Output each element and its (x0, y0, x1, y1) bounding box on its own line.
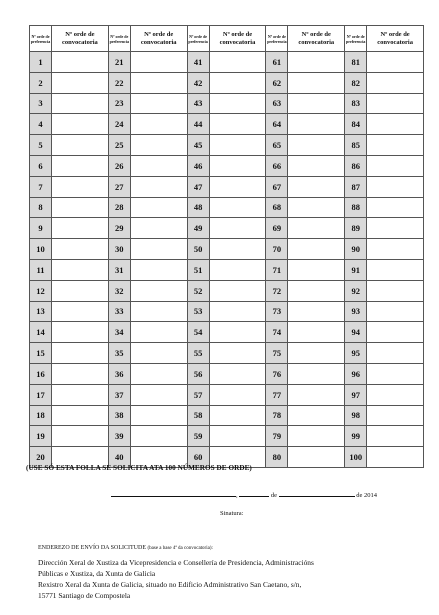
preference-number-cell: 15 (30, 343, 52, 364)
convocatoria-input-cell[interactable] (52, 405, 109, 426)
preference-number-cell: 14 (30, 322, 52, 343)
preference-number-cell: 46 (187, 155, 209, 176)
preference-number-cell: 5 (30, 135, 52, 156)
preference-number-cell: 73 (266, 301, 288, 322)
preference-number-cell: 62 (266, 72, 288, 93)
table-row (30, 218, 424, 239)
preference-number-cell: 56 (187, 363, 209, 384)
preference-number-cell: 61 (266, 52, 288, 73)
preference-number-cell: 47 (187, 176, 209, 197)
convocatoria-input-cell[interactable] (209, 93, 266, 114)
preference-number-cell: 2 (30, 72, 52, 93)
convocatoria-input-cell[interactable] (209, 72, 266, 93)
convocatoria-input-cell[interactable] (209, 301, 266, 322)
convocatoria-input-cell[interactable] (209, 343, 266, 364)
table-row (30, 155, 424, 176)
preference-number-cell: 24 (108, 114, 130, 135)
convocatoria-input-cell[interactable] (367, 155, 424, 176)
preference-number-cell: 95 (345, 343, 367, 364)
preference-number-cell: 68 (266, 197, 288, 218)
convocatoria-input-cell[interactable] (209, 114, 266, 135)
address-line-2: Públicas e Xustiza, da Xunta de Galicia (38, 569, 156, 578)
preference-number-cell: 98 (345, 405, 367, 426)
preference-number-cell: 96 (345, 363, 367, 384)
preference-number-cell: 91 (345, 259, 367, 280)
preference-number-cell: 63 (266, 93, 288, 114)
convocatoria-input-cell[interactable] (130, 239, 187, 260)
preference-number-cell: 69 (266, 218, 288, 239)
preference-number-cell: 25 (108, 135, 130, 156)
preference-number-cell: 72 (266, 280, 288, 301)
preference-number-cell: 12 (30, 280, 52, 301)
convocatoria-input-cell[interactable] (130, 72, 187, 93)
date-year: 2014 (364, 492, 378, 499)
convocatoria-input-cell[interactable] (367, 322, 424, 343)
convocatoria-input-cell[interactable] (52, 343, 109, 364)
preference-number-cell: 67 (266, 176, 288, 197)
preference-number-cell: 28 (108, 197, 130, 218)
month-field[interactable] (279, 490, 355, 497)
preference-number-cell: 84 (345, 114, 367, 135)
convocatoria-input-cell[interactable] (367, 218, 424, 239)
preference-number-cell: 33 (108, 301, 130, 322)
date-line (111, 490, 377, 499)
preference-number-cell: 51 (187, 259, 209, 280)
preference-number-cell: 29 (108, 218, 130, 239)
preference-number-cell: 4 (30, 114, 52, 135)
preference-number-cell: 36 (108, 363, 130, 384)
preference-number-cell: 20 (30, 447, 52, 468)
preference-number-cell: 43 (187, 93, 209, 114)
convocatoria-input-cell[interactable] (209, 405, 266, 426)
preference-number-cell: 88 (345, 197, 367, 218)
preference-number-cell: 45 (187, 135, 209, 156)
day-field[interactable] (239, 490, 269, 497)
convocatoria-input-cell[interactable] (288, 322, 345, 343)
convocatoria-input-cell[interactable] (209, 155, 266, 176)
convocatoria-input-cell[interactable] (52, 176, 109, 197)
preference-header: Nº orde de preferencia (345, 26, 367, 52)
preference-number-cell: 23 (108, 93, 130, 114)
preference-number-cell: 58 (187, 405, 209, 426)
convocatoria-input-cell[interactable] (288, 447, 345, 468)
table-row (30, 301, 424, 322)
convocatoria-input-cell[interactable] (367, 426, 424, 447)
table-body (30, 52, 424, 468)
convocatoria-input-cell[interactable] (367, 93, 424, 114)
preference-number-cell: 31 (108, 259, 130, 280)
preference-number-cell: 90 (345, 239, 367, 260)
preference-number-cell: 18 (30, 405, 52, 426)
preference-number-cell: 71 (266, 259, 288, 280)
preference-number-cell: 87 (345, 176, 367, 197)
table-row (30, 405, 424, 426)
convocatoria-input-cell[interactable] (367, 176, 424, 197)
preference-number-cell: 85 (345, 135, 367, 156)
table-row (30, 135, 424, 156)
address-line-1: Dirección Xeral de Xustiza da Vicepresidencia e Consellería de Presidencia, Administracións (38, 558, 314, 567)
convocatoria-input-cell[interactable] (52, 135, 109, 156)
table-row (30, 259, 424, 280)
convocatoria-input-cell[interactable] (130, 135, 187, 156)
convocatoria-input-cell[interactable] (209, 52, 266, 73)
preference-number-cell: 1 (30, 52, 52, 73)
convocatoria-input-cell[interactable] (130, 426, 187, 447)
convocatoria-input-cell[interactable] (130, 197, 187, 218)
preference-number-cell: 81 (345, 52, 367, 73)
convocatoria-header: Nº orde de convocatoria (130, 26, 187, 52)
convocatoria-input-cell[interactable] (52, 114, 109, 135)
convocatoria-header: Nº orde de convocatoria (288, 26, 345, 52)
table-header-row (30, 26, 424, 52)
preference-number-cell: 27 (108, 176, 130, 197)
convocatoria-input-cell[interactable] (367, 114, 424, 135)
preference-number-cell: 97 (345, 384, 367, 405)
preference-number-cell: 13 (30, 301, 52, 322)
convocatoria-input-cell[interactable] (130, 155, 187, 176)
preference-number-cell: 89 (345, 218, 367, 239)
preference-number-cell: 78 (266, 405, 288, 426)
preference-number-cell: 86 (345, 155, 367, 176)
convocatoria-header: Nº orde de convocatoria (367, 26, 424, 52)
table-row (30, 343, 424, 364)
convocatoria-input-cell[interactable] (52, 218, 109, 239)
convocatoria-input-cell[interactable] (367, 135, 424, 156)
preference-number-cell: 93 (345, 301, 367, 322)
convocatoria-input-cell[interactable] (288, 135, 345, 156)
preference-number-cell: 82 (345, 72, 367, 93)
address-heading-text: ENDEREZO DE ENVÍO DA SOLICITUDE (38, 545, 146, 551)
preference-number-cell: 99 (345, 426, 367, 447)
convocatoria-input-cell[interactable] (367, 239, 424, 260)
convocatoria-input-cell[interactable] (288, 301, 345, 322)
preference-number-cell: 22 (108, 72, 130, 93)
table-row (30, 363, 424, 384)
preference-number-cell: 59 (187, 426, 209, 447)
preference-header: Nº orde de preferencia (108, 26, 130, 52)
convocatoria-input-cell[interactable] (288, 52, 345, 73)
table-row (30, 384, 424, 405)
convocatoria-input-cell[interactable] (52, 155, 109, 176)
convocatoria-input-cell[interactable] (52, 52, 109, 73)
preference-number-cell: 11 (30, 259, 52, 280)
preference-number-cell: 42 (187, 72, 209, 93)
convocatoria-input-cell[interactable] (52, 197, 109, 218)
preference-number-cell: 66 (266, 155, 288, 176)
convocatoria-input-cell[interactable] (209, 197, 266, 218)
preference-number-cell: 77 (266, 384, 288, 405)
preference-number-cell: 44 (187, 114, 209, 135)
preference-number-cell: 55 (187, 343, 209, 364)
preference-number-cell: 79 (266, 426, 288, 447)
preference-number-cell: 3 (30, 93, 52, 114)
table-row (30, 280, 424, 301)
preference-header: Nº orde de preferencia (266, 26, 288, 52)
convocatoria-input-cell[interactable] (130, 176, 187, 197)
preference-number-cell: 40 (108, 447, 130, 468)
convocatoria-input-cell[interactable] (209, 135, 266, 156)
preference-number-cell: 65 (266, 135, 288, 156)
convocatoria-input-cell[interactable] (367, 52, 424, 73)
convocatoria-input-cell[interactable] (367, 259, 424, 280)
convocatoria-input-cell[interactable] (130, 301, 187, 322)
preference-number-cell: 10 (30, 239, 52, 260)
convocatoria-input-cell[interactable] (130, 363, 187, 384)
convocatoria-input-cell[interactable] (367, 343, 424, 364)
convocatoria-input-cell[interactable] (130, 343, 187, 364)
preference-number-cell: 70 (266, 239, 288, 260)
preference-number-cell: 21 (108, 52, 130, 73)
preference-number-cell: 38 (108, 405, 130, 426)
convocatoria-header: Nº orde de convocatoria (209, 26, 266, 52)
table-row (30, 322, 424, 343)
table-row (30, 72, 424, 93)
convocatoria-input-cell[interactable] (52, 239, 109, 260)
convocatoria-input-cell[interactable] (288, 114, 345, 135)
convocatoria-input-cell[interactable] (288, 176, 345, 197)
convocatoria-input-cell[interactable] (130, 218, 187, 239)
convocatoria-input-cell[interactable] (367, 301, 424, 322)
table-row (30, 93, 424, 114)
place-field[interactable] (111, 490, 236, 497)
convocatoria-input-cell[interactable] (52, 72, 109, 93)
preference-number-cell: 52 (187, 280, 209, 301)
preference-number-cell: 6 (30, 155, 52, 176)
convocatoria-input-cell[interactable] (130, 93, 187, 114)
preference-number-cell: 41 (187, 52, 209, 73)
convocatoria-input-cell[interactable] (288, 239, 345, 260)
convocatoria-input-cell[interactable] (288, 384, 345, 405)
convocatoria-input-cell[interactable] (130, 405, 187, 426)
preference-number-cell: 92 (345, 280, 367, 301)
convocatoria-input-cell[interactable] (130, 384, 187, 405)
convocatoria-input-cell[interactable] (52, 322, 109, 343)
preference-number-cell: 94 (345, 322, 367, 343)
preference-number-cell: 17 (30, 384, 52, 405)
preference-number-cell: 54 (187, 322, 209, 343)
convocatoria-input-cell[interactable] (367, 405, 424, 426)
convocatoria-input-cell[interactable] (367, 447, 424, 468)
date-comma: , (236, 492, 238, 499)
table-row (30, 426, 424, 447)
convocatoria-input-cell[interactable] (209, 239, 266, 260)
order-number-table (29, 25, 424, 468)
convocatoria-input-cell[interactable] (288, 426, 345, 447)
convocatoria-input-cell[interactable] (130, 322, 187, 343)
convocatoria-input-cell[interactable] (367, 363, 424, 384)
preference-number-cell: 83 (345, 93, 367, 114)
convocatoria-input-cell[interactable] (288, 93, 345, 114)
convocatoria-input-cell[interactable] (52, 259, 109, 280)
convocatoria-input-cell[interactable] (288, 72, 345, 93)
convocatoria-input-cell[interactable] (367, 280, 424, 301)
preference-number-cell: 26 (108, 155, 130, 176)
date-de-1: de (270, 492, 278, 499)
preference-number-cell: 34 (108, 322, 130, 343)
convocatoria-input-cell[interactable] (288, 218, 345, 239)
table-row (30, 114, 424, 135)
convocatoria-input-cell[interactable] (52, 384, 109, 405)
preference-number-cell: 19 (30, 426, 52, 447)
preference-number-cell: 35 (108, 343, 130, 364)
convocatoria-input-cell[interactable] (367, 197, 424, 218)
table-row (30, 52, 424, 73)
convocatoria-input-cell[interactable] (130, 114, 187, 135)
date-de-2: de (356, 492, 363, 499)
address-line-3: Rexistro Xeral da Xunta de Galicia, situado no Edificio Administrativo San Caetano, s/n, (38, 580, 302, 589)
preference-number-cell: 74 (266, 322, 288, 343)
preference-number-cell: 48 (187, 197, 209, 218)
convocatoria-input-cell[interactable] (52, 426, 109, 447)
preference-number-cell: 39 (108, 426, 130, 447)
convocatoria-input-cell[interactable] (130, 259, 187, 280)
table-row (30, 197, 424, 218)
convocatoria-input-cell[interactable] (209, 176, 266, 197)
address-block (38, 557, 424, 601)
preference-number-cell: 37 (108, 384, 130, 405)
preference-number-cell: 57 (187, 384, 209, 405)
preference-number-cell: 30 (108, 239, 130, 260)
convocatoria-input-cell[interactable] (209, 384, 266, 405)
signature-label: Sinatura: (220, 510, 244, 517)
convocatoria-header: Nº orde de convocatoria (52, 26, 109, 52)
table-row (30, 176, 424, 197)
convocatoria-input-cell[interactable] (288, 259, 345, 280)
convocatoria-input-cell[interactable] (288, 280, 345, 301)
preference-number-cell: 49 (187, 218, 209, 239)
convocatoria-input-cell[interactable] (367, 72, 424, 93)
preference-number-cell: 75 (266, 343, 288, 364)
convocatoria-input-cell[interactable] (288, 155, 345, 176)
convocatoria-input-cell[interactable] (52, 301, 109, 322)
convocatoria-input-cell[interactable] (288, 405, 345, 426)
convocatoria-input-cell[interactable] (52, 93, 109, 114)
address-line-4: 15771 Santiago de Compostela (38, 591, 131, 600)
convocatoria-input-cell[interactable] (209, 322, 266, 343)
preference-number-cell: 50 (187, 239, 209, 260)
preference-number-cell: 80 (266, 447, 288, 468)
preference-header: Nº orde de preferencia (187, 26, 209, 52)
convocatoria-input-cell[interactable] (209, 426, 266, 447)
preference-number-cell: 16 (30, 363, 52, 384)
convocatoria-input-cell[interactable] (52, 280, 109, 301)
preference-number-cell: 32 (108, 280, 130, 301)
preference-number-cell: 53 (187, 301, 209, 322)
preference-header: Nº orde de preferencia (30, 26, 52, 52)
preference-number-cell: 7 (30, 176, 52, 197)
convocatoria-input-cell[interactable] (130, 52, 187, 73)
convocatoria-input-cell[interactable] (288, 343, 345, 364)
convocatoria-input-cell[interactable] (130, 280, 187, 301)
convocatoria-input-cell[interactable] (209, 218, 266, 239)
convocatoria-input-cell[interactable] (209, 363, 266, 384)
preference-number-cell: 76 (266, 363, 288, 384)
convocatoria-input-cell[interactable] (288, 363, 345, 384)
usage-note: (USE SÓ ESTA FOLLA SE SOLICITA ATA 100 NÚMEROS DE ORDE) (26, 464, 252, 472)
convocatoria-input-cell[interactable] (367, 384, 424, 405)
convocatoria-input-cell[interactable] (288, 197, 345, 218)
address-heading (38, 545, 213, 551)
convocatoria-input-cell[interactable] (209, 259, 266, 280)
preference-number-cell: 8 (30, 197, 52, 218)
preference-number-cell: 9 (30, 218, 52, 239)
convocatoria-input-cell[interactable] (52, 363, 109, 384)
preference-number-cell: 60 (187, 447, 209, 468)
address-heading-note: (base a base 4ª da convocatoria): (147, 546, 213, 551)
convocatoria-input-cell[interactable] (209, 280, 266, 301)
table-row (30, 239, 424, 260)
preference-number-cell: 64 (266, 114, 288, 135)
preference-number-cell: 100 (345, 447, 367, 468)
